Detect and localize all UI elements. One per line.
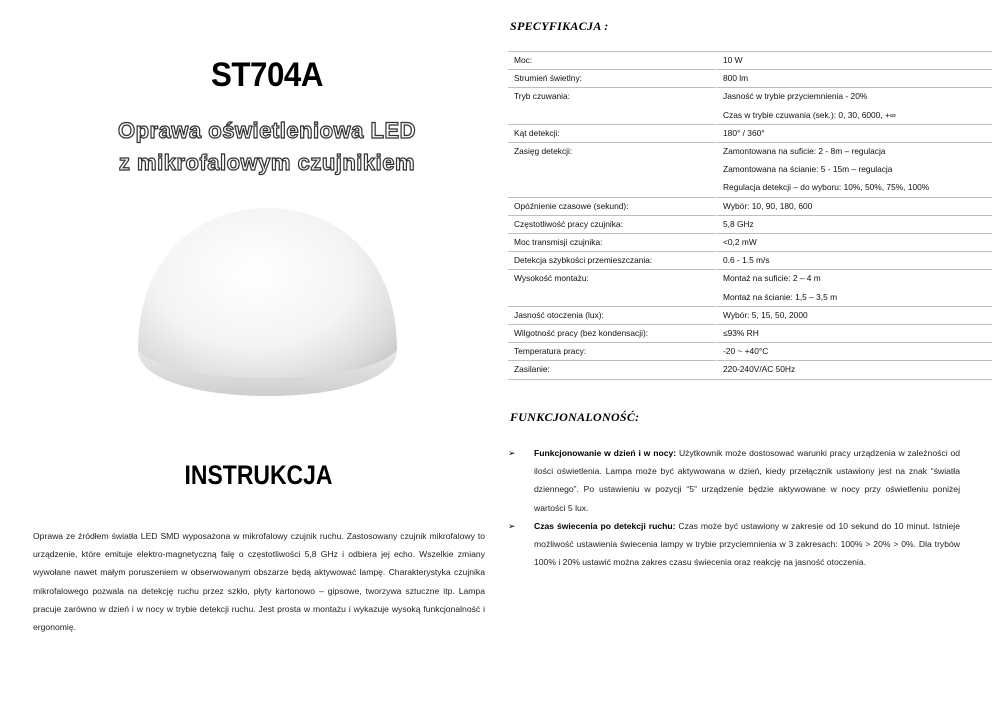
spec-key: Moc:	[508, 52, 717, 70]
spec-value: Montaż na suficie: 2 – 4 m	[717, 270, 992, 288]
spec-value: Czas w trybie czuwania (sek.): 0, 30, 6000, +∞	[717, 106, 992, 124]
spec-key	[508, 179, 717, 197]
spec-key: Moc transmisji czujnika:	[508, 234, 717, 252]
table-row	[508, 143, 992, 161]
spec-value: 180° / 360°	[717, 124, 992, 142]
spec-value: <0,2 mW	[717, 234, 992, 252]
spec-key: Częstotliwość pracy czujnika:	[508, 215, 717, 233]
right-column	[508, 0, 992, 702]
functionality-list	[508, 444, 960, 571]
spec-key: Wysokość montażu:	[508, 270, 717, 288]
specification-table	[508, 51, 992, 380]
table-row	[508, 361, 992, 379]
spec-key	[508, 161, 717, 179]
bullet-arrow-icon: ➢	[508, 448, 516, 458]
spec-key	[508, 288, 717, 306]
specification-heading: SPECYFIKACJA :	[510, 19, 609, 33]
spec-key: Kąt detekcji:	[508, 124, 717, 142]
list-item	[508, 444, 960, 517]
table-row	[508, 306, 992, 324]
subtitle-line-2: z mikrofalowym czujnikiem	[118, 150, 416, 175]
table-row	[508, 288, 992, 306]
spec-value: Zamontowana na ścianie: 5 - 15m – regulacja	[717, 161, 992, 179]
spec-value: -20 ~ +40°C	[717, 343, 992, 361]
spec-value: ≤93% RH	[717, 325, 992, 343]
table-row	[508, 197, 992, 215]
spec-key: Wilgotność pracy (bez kondensacji):	[508, 325, 717, 343]
spec-value: Zamontowana na suficie: 2 - 8m – regulacja	[717, 143, 992, 161]
spec-key: Tryb czuwania:	[508, 88, 717, 106]
spec-key	[508, 106, 717, 124]
spec-key: Opóźnienie czasowe (sekund):	[508, 197, 717, 215]
spec-key: Detekcja szybkości przemieszczania:	[508, 252, 717, 270]
table-row	[508, 124, 992, 142]
spec-value: Wybór: 5, 15, 50, 2000	[717, 306, 992, 324]
table-row	[508, 70, 992, 88]
table-row	[508, 234, 992, 252]
table-row	[508, 215, 992, 233]
table-row	[508, 343, 992, 361]
item-text: Czas może być ustawiony w zakresie od 10 sekund do 10 minut. Istnieje możliwość ustawienia świecenia lampy w trybie przyciemnienia w 3 zakresach: 100% > 20% > 0%. Dla trybów 100% i 20% ustawić można zakres czasu świecenia oraz reakcję na jasność otoczenia.	[534, 520, 960, 568]
spec-key: Temperatura pracy:	[508, 343, 717, 361]
intro-paragraph: Oprawa ze źródłem światła LED SMD wyposażona w mikrofalowy czujnik ruchu. Zastosowany czujnik mikrofalowy to urządzenie, które emituje elektro-magnetyczną falę o częstotliwości 5,8 GHz i odbiera jej echo. Wszelkie zmiany wywołane nawet małym poruszeniem w obserwowanym obszarze będą aktywować lampę. Charakterystyka czujnika mikrofalowego pozwala na detekcję ruchu przez szkło, płyty kartonowo – gipsowe, tworzywa sztuczne itp. Lampa pracuje zarówno w dzień i w nocy w trybie detekcji ruchu. Jest prosta w montażu i wykazuje wysoką funkcjonalność i ergonomię.	[33, 531, 485, 633]
item-title: Funkcjonowanie w dzień i w nocy:	[534, 448, 677, 458]
spec-value: Jasność w trybie przyciemnienia - 20%	[717, 88, 992, 106]
spec-value: 10 W	[717, 52, 992, 70]
list-item	[508, 517, 960, 572]
bullet-arrow-icon: ➢	[508, 520, 516, 531]
spec-value: 800 lm	[717, 70, 992, 88]
spec-value: Regulacja detekcji – do wyboru: 10%, 50%, 75%, 100%	[717, 179, 992, 197]
table-row	[508, 252, 992, 270]
spec-value: Wybór: 10, 90, 180, 600	[717, 197, 992, 215]
table-row	[508, 179, 992, 197]
spec-key: Strumień świetlny:	[508, 70, 717, 88]
spec-value: 0.6 - 1.5 m/s	[717, 252, 992, 270]
instruction-title: INSTRUKCJA	[184, 460, 333, 490]
subtitle-line-1: Oprawa oświetleniowa LED	[117, 118, 417, 143]
spec-value: 220-240V/AC 50Hz	[717, 361, 992, 379]
model-title: ST704A	[210, 56, 323, 94]
item-title: Czas świecenia po detekcji ruchu:	[534, 520, 676, 531]
table-row	[508, 106, 992, 124]
table-row	[508, 270, 992, 288]
table-row	[508, 325, 992, 343]
lamp-image	[130, 200, 405, 410]
table-row	[508, 161, 992, 179]
spec-value: Montaż na ścianie: 1,5 – 3,5 m	[717, 288, 992, 306]
item-text: Użytkownik może dostosować warunki pracy urządzenia w zależności od ilości oświetlenia. Lampa może być aktywowana w dzień, kiedy przełącznik ustawiony jest na znak “światła dziennego”. Po ustawieniu w pozycji “5” urządzenie będzie aktywowane w nocy przy oświetleniu poniżej wartości 5 lux.	[534, 448, 960, 513]
functionality-heading: FUNKCJONALONOŚĆ:	[510, 410, 640, 424]
spec-key: Zasilanie:	[508, 361, 717, 379]
spec-key: Jasność otoczenia (lux):	[508, 306, 717, 324]
table-row	[508, 52, 992, 70]
spec-value: 5,8 GHz	[717, 215, 992, 233]
table-row	[508, 88, 992, 106]
spec-key: Zasięg detekcji:	[508, 143, 717, 161]
